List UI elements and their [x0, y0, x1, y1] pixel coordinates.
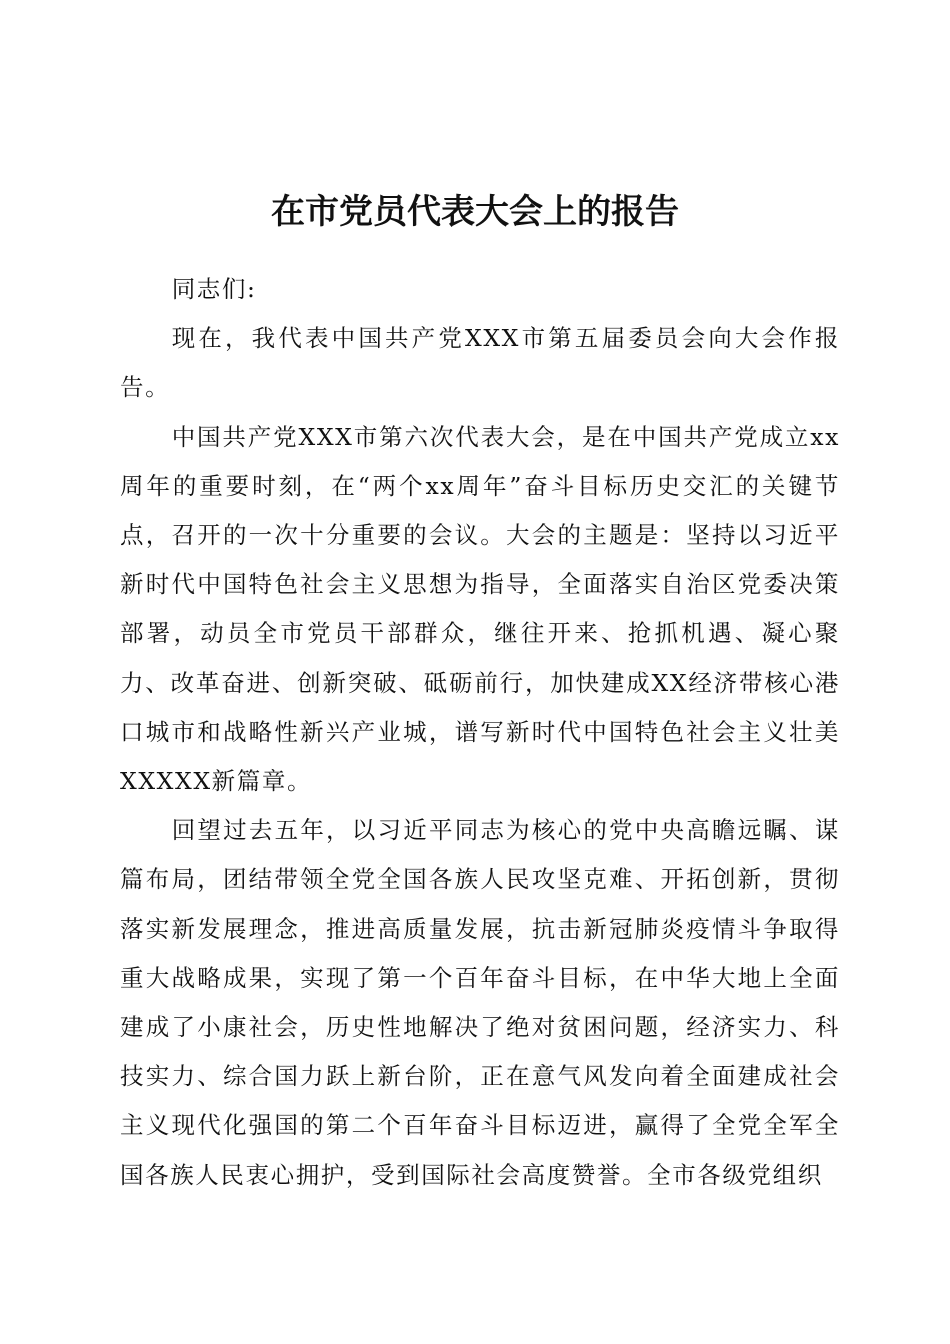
paragraph-congress-theme: 中国共产党XXX市第六次代表大会，是在中国共产党成立xx周年的重要时刻，在“两个xx周年”奋斗目标历史交汇的关键节点，召开的一次十分重要的会议。大会的主题是：坚持以习近平新时代中国特色社会主义思想为指导，全面落实自治区党委决策部署，动员全市党员干部群众，继往开来、抢抓机遇、凝心聚力、改革奋进、创新突破、砥砺前行，加快建成XX经济带核心港口城市和战略性新兴产业城，谱写新时代中国特色社会主义壮美XXXXX新篇章。 — [120, 422, 840, 796]
document-body — [120, 265, 840, 1200]
paragraph-review: 回望过去五年，以习近平同志为核心的党中央高瞻远瞩、谋篇布局，团结带领全党全国各族人民攻坚克难、开拓创新，贯彻落实新发展理念，推进高质量发展，抗击新冠肺炎疫情斗争取得重大战略成果，实现了第一个百年奋斗目标，在中华大地上全面建成了小康社会，历史性地解决了绝对贫困问题，经济实力、科技实力、综合国力跃上新台阶，正在意气风发向着全面建成社会主义现代化强国的第二个百年奋斗目标迈进，赢得了全党全军全国各族人民衷心拥护，受到国际社会高度赞誉。全市各级党组织 — [120, 816, 840, 1189]
paragraph-greeting: 同志们: — [171, 275, 257, 303]
paragraph-opening: 现在，我代表中国共产党XXX市第五届委员会向大会作报告。 — [120, 324, 840, 402]
document-title: 在市党员代表大会上的报告 — [271, 192, 679, 232]
